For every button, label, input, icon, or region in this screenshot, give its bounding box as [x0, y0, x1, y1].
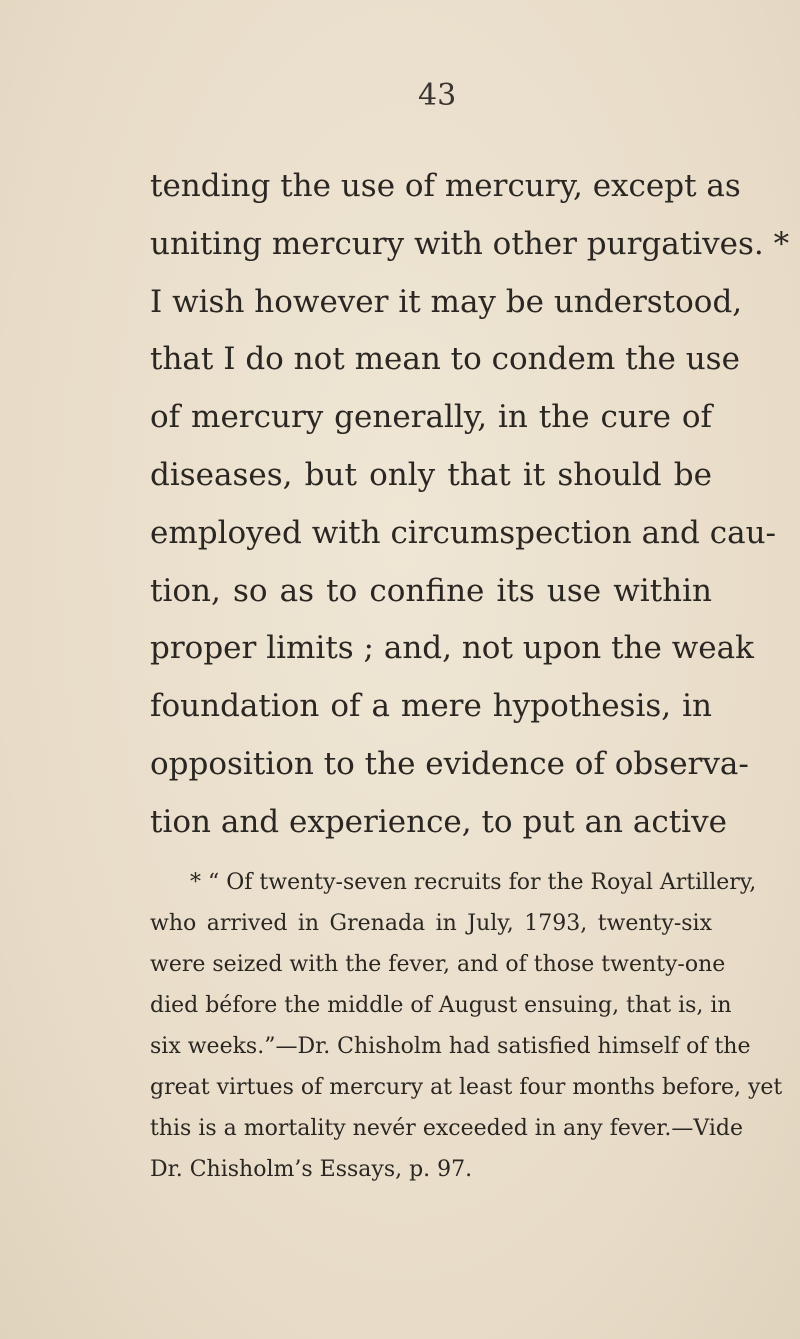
- footnote-line: six weeks.”—Dr. Chisholm had satisfied himself of the: [150, 1034, 751, 1059]
- footnote-line: great virtues of mercury at least four months before, yet: [150, 1075, 783, 1100]
- text-line: I wish however it may be understood,: [150, 283, 743, 320]
- footnote-line: who arrived in Grenada in July, 1793, twenty-six: [150, 911, 712, 936]
- text-line: tending the use of mercury, except as: [150, 168, 741, 204]
- text-line: foundation of a mere hypothesis, in: [150, 688, 712, 725]
- text-line: uniting mercury with other purgatives. *: [150, 225, 790, 262]
- footnote-line: Dr. Chisholm’s Essays, p. 97.: [150, 1157, 473, 1182]
- main-text: [150, 158, 790, 852]
- text-line: of mercury generally, in the cure of: [150, 399, 712, 436]
- footnote-line: this is a mortality nevér exceeded in any fever.—Vide: [150, 1116, 744, 1141]
- text-line: diseases, but only that it should be: [150, 456, 712, 493]
- footnote-line: died béfore the middle of August ensuing, that is, in: [150, 993, 732, 1018]
- text-line: opposition to the evidence of observa-: [150, 745, 749, 782]
- page-number: 43: [418, 78, 457, 113]
- footnote-line: were seized with the fever, and of those twenty-one: [150, 952, 726, 977]
- text-line: employed with circumspection and cau-: [150, 514, 777, 551]
- footnote-line: * “ Of twenty-seven recruits for the Royal Artillery,: [190, 870, 757, 895]
- footnote: [150, 862, 783, 1190]
- text-line: tion, so as to confine its use within: [150, 572, 712, 609]
- text-line: tion and experience, to put an active: [150, 803, 727, 840]
- text-line: proper limits ; and, not upon the weak: [150, 630, 754, 667]
- text-line: that I do not mean to condem the use: [150, 341, 740, 378]
